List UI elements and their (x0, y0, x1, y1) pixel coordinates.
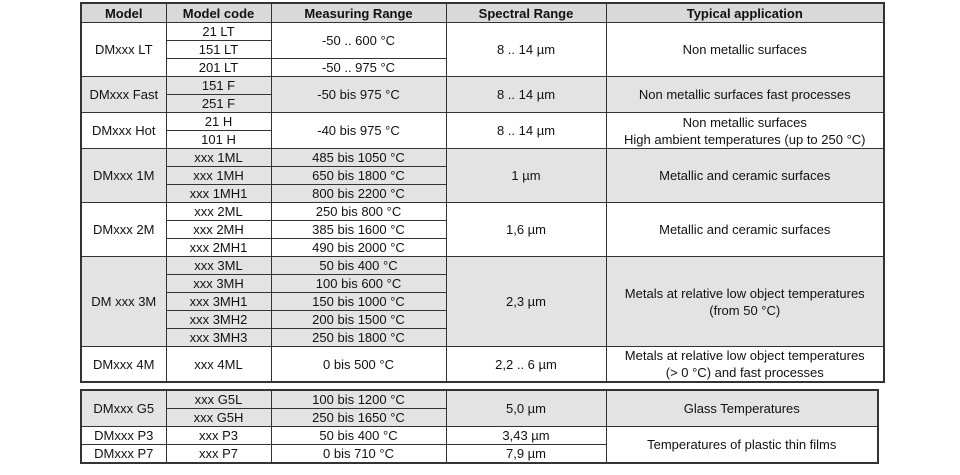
code-cell: xxx 2MH1 (166, 239, 271, 257)
application-cell: Non metallic surfaces fast processes (606, 77, 884, 113)
table-row (81, 113, 884, 131)
application-cell: Glass Temperatures (606, 390, 878, 427)
table-row (81, 77, 884, 95)
application-cell: Temperatures of plastic thin films (606, 427, 878, 464)
range-cell: 250 bis 1800 °C (271, 329, 446, 347)
model-cell: DMxxx G5 (81, 390, 166, 427)
code-cell: 21 LT (166, 23, 271, 41)
code-cell: xxx 3MH3 (166, 329, 271, 347)
code-cell: xxx 3MH2 (166, 311, 271, 329)
range-cell: 100 bis 600 °C (271, 275, 446, 293)
code-cell: xxx G5L (166, 390, 271, 409)
table-row (81, 427, 878, 445)
application-line: (from 50 °C) (709, 302, 781, 318)
code-cell: xxx 4ML (166, 347, 271, 383)
model-cell: DMxxx 2M (81, 203, 166, 257)
range-cell: 50 bis 400 °C (271, 257, 446, 275)
code-cell: xxx 3ML (166, 257, 271, 275)
header-model: Model (81, 3, 166, 23)
spectral-cell: 7,9 µm (446, 445, 606, 464)
application-line: (> 0 °C) and fast processes (665, 365, 824, 380)
spectral-cell: 2,3 µm (446, 257, 606, 347)
application-cell: Non metallic surfaces (606, 23, 884, 77)
range-cell: 0 bis 710 °C (271, 445, 446, 464)
model-cell: DMxxx 1M (81, 149, 166, 203)
code-cell: xxx 3MH1 (166, 293, 271, 311)
model-cell: DM xxx 3M (81, 257, 166, 347)
range-cell: 250 bis 800 °C (271, 203, 446, 221)
spectral-cell: 8 .. 14 µm (446, 23, 606, 77)
range-cell: -40 bis 975 °C (271, 113, 446, 149)
header-model-code: Model code (166, 3, 271, 23)
table-row (81, 149, 884, 167)
range-cell: 250 bis 1650 °C (271, 409, 446, 427)
header-spectral-range: Spectral Range (446, 3, 606, 23)
table-row (81, 390, 878, 409)
code-cell: 251 F (166, 95, 271, 113)
model-cell: DMxxx 4M (81, 347, 166, 383)
spec-table-lower (80, 389, 879, 464)
application-cell (606, 347, 884, 383)
code-cell: xxx G5H (166, 409, 271, 427)
application-line: High ambient temperatures (up to 250 °C) (624, 131, 866, 147)
range-cell: -50 bis 975 °C (271, 77, 446, 113)
range-cell: 650 bis 1800 °C (271, 167, 446, 185)
spectral-cell: 3,43 µm (446, 427, 606, 445)
table-row (81, 347, 884, 383)
range-cell: 100 bis 1200 °C (271, 390, 446, 409)
spectral-cell: 1,6 µm (446, 203, 606, 257)
range-cell: 50 bis 400 °C (271, 427, 446, 445)
model-cell: DMxxx LT (81, 23, 166, 77)
spectral-cell: 8 .. 14 µm (446, 113, 606, 149)
range-cell: 385 bis 1600 °C (271, 221, 446, 239)
application-line: Metals at relative low object temperatures (624, 348, 865, 363)
header-row (81, 3, 884, 23)
table-row (81, 203, 884, 221)
model-cell: DMxxx Fast (81, 77, 166, 113)
range-cell: 0 bis 500 °C (271, 347, 446, 383)
application-line: Non metallic surfaces (682, 114, 807, 130)
spectral-cell: 5,0 µm (446, 390, 606, 427)
model-cell: DMxxx Hot (81, 113, 166, 149)
code-cell: xxx 2MH (166, 221, 271, 239)
range-cell: 800 bis 2200 °C (271, 185, 446, 203)
header-typical-application: Typical application (606, 3, 884, 23)
range-cell: 150 bis 1000 °C (271, 293, 446, 311)
table-row (81, 257, 884, 275)
application-cell (606, 257, 884, 347)
code-cell: xxx P3 (166, 427, 271, 445)
code-cell: xxx 1MH (166, 167, 271, 185)
code-cell: 151 LT (166, 41, 271, 59)
spec-table-main (80, 2, 885, 383)
application-cell: Metallic and ceramic surfaces (606, 149, 884, 203)
table-row (81, 23, 884, 41)
range-cell: -50 .. 975 °C (271, 59, 446, 77)
range-cell: 200 bis 1500 °C (271, 311, 446, 329)
spectral-cell: 2,2 .. 6 µm (446, 347, 606, 383)
code-cell: 151 F (166, 77, 271, 95)
application-cell (606, 113, 884, 149)
code-cell: 201 LT (166, 59, 271, 77)
range-cell: 485 bis 1050 °C (271, 149, 446, 167)
spectral-cell: 1 µm (446, 149, 606, 203)
code-cell: xxx 3MH (166, 275, 271, 293)
code-cell: xxx 1MH1 (166, 185, 271, 203)
header-measuring-range: Measuring Range (271, 3, 446, 23)
code-cell: xxx 2ML (166, 203, 271, 221)
code-cell: xxx P7 (166, 445, 271, 464)
spectral-cell: 8 .. 14 µm (446, 77, 606, 113)
code-cell: 101 H (166, 131, 271, 149)
code-cell: 21 H (166, 113, 271, 131)
code-cell: xxx 1ML (166, 149, 271, 167)
application-cell: Metallic and ceramic surfaces (606, 203, 884, 257)
model-cell: DMxxx P7 (81, 445, 166, 464)
application-line: Metals at relative low object temperatures (624, 285, 865, 301)
range-cell: -50 .. 600 °C (271, 23, 446, 59)
range-cell: 490 bis 2000 °C (271, 239, 446, 257)
model-cell: DMxxx P3 (81, 427, 166, 445)
